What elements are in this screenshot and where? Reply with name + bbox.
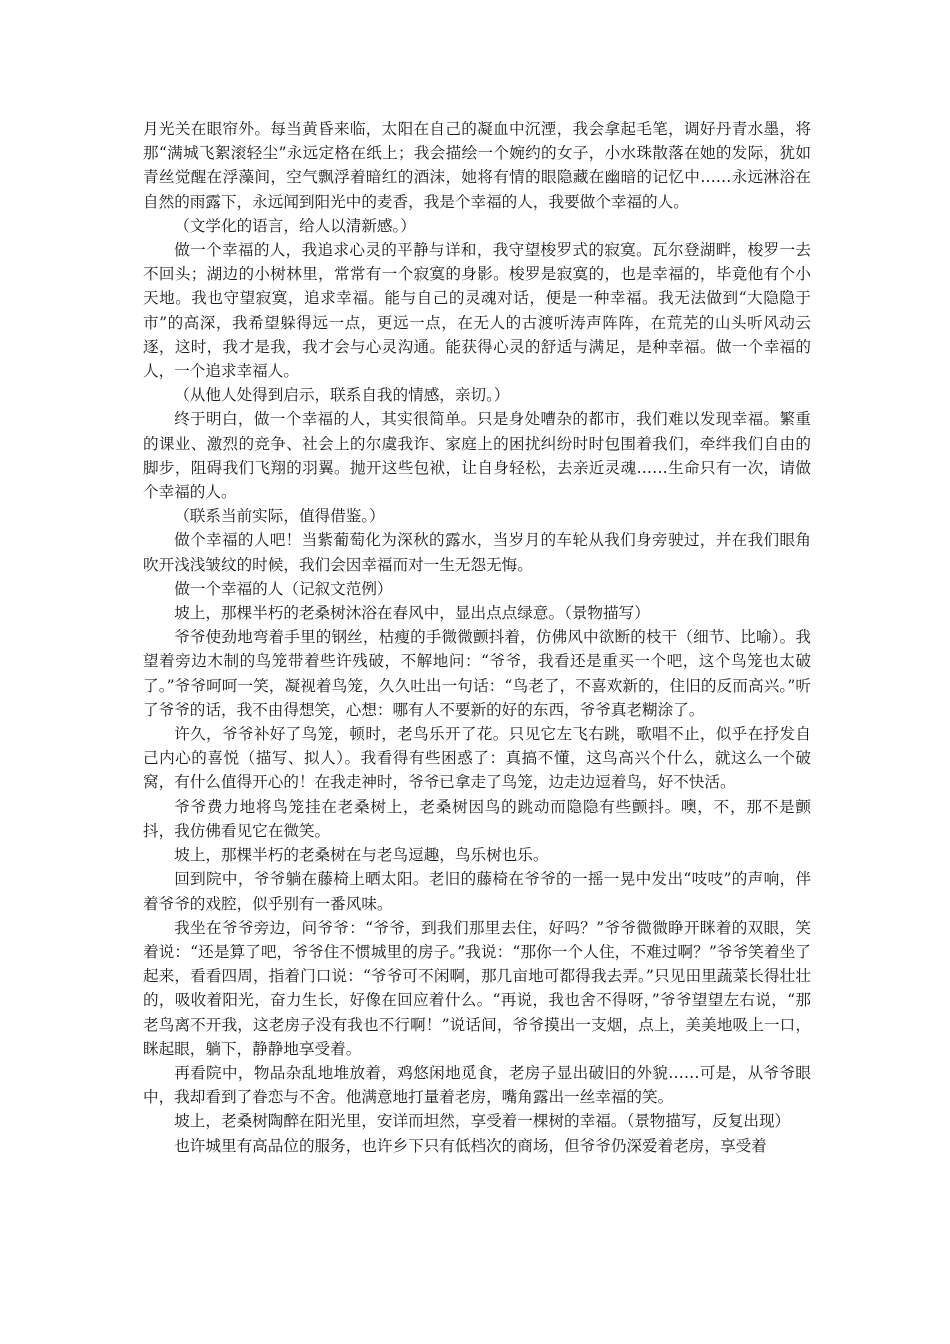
paragraph: 许久，爷爷补好了鸟笼，顿时，老鸟乐开了花。只见它左飞右跳，歌唱不止，似乎在抒发自己内心的喜悦（描写、拟人）。我看得有些困惑了：真搞不懂，这鸟高兴个什么，就这么一个破窝，有什么值得开心的！在我走神时，爷爷已拿走了鸟笼，边走边逗着鸟，好不快活。 <box>143 725 811 792</box>
paragraph: 终于明白，做一个幸福的人，其实很简单。只是身处嘈杂的都市，我们难以发现幸福。繁重的课业、激烈的竞争、社会上的尔虞我诈、家庭上的困扰纠纷时时包围着我们，牵绊我们自由的脚步，阻碍我们飞翔的羽翼。抛开这些包袱，让自身轻松，去亲近灵魂……生命只有一次，请做个幸福的人。 <box>143 410 811 502</box>
paragraph-comment: （文学化的语言，给人以清新感。） <box>174 216 416 235</box>
paragraph: 爷爷费力地将鸟笼挂在老桑树上，老桑树因鸟的跳动而隐隐有些颤抖。噢，不，那不是颤抖，我仿佛看见它在微笑。 <box>143 797 811 840</box>
paragraph: 回到院中，爷爷躺在藤椅上晒太阳。老旧的藤椅在爷爷的一摇一晃中发出“吱吱”的声响，伴着爷爷的戏腔，似乎别有一番风味。 <box>143 870 811 913</box>
paragraph: 坡上，那棵半朽的老桑树沐浴在春风中，显出点点绿意。（景物描写） <box>174 604 650 623</box>
paragraph: 做个幸福的人吧！当紫葡萄化为深秋的露水，当岁月的车轮从我们身旁驶过，并在我们眼角吹开浅浅皱纹的时候，我们会因幸福而对一生无怨无悔。 <box>143 531 811 574</box>
paragraph: 坡上，老桑树陶醉在阳光里，安详而坦然，享受着一棵树的幸福。（景物描写，反复出现） <box>174 1112 791 1131</box>
paragraph-comment: （从他人处得到启示，联系自我的情感，亲切。） <box>174 386 510 405</box>
paragraph: 月光关在眼帘外。每当黄昏来临，太阳在自己的凝血中沉湮，我会拿起毛笔，调好丹青水墨，将那“满城飞絮滚轻尘”永远定格在纸上；我会描绘一个婉约的女子，小水珠散落在她的发际，犹如青丝觉醒在浮藻间，空气飘浮着暗红的酒沫，她将有情的眼隐藏在幽暗的记忆中……永远淋浴在自然的雨露下，永远闻到阳光中的麦香，我是个幸福的人，我要做个幸福的人。 <box>143 120 811 211</box>
paragraph: 爷爷使劲地弯着手里的钢丝，枯瘦的手微微颤抖着，仿佛风中欲断的枝干（细节、比喻）。我望着旁边木制的鸟笼带着些许残破，不解地问：“爷爷，我看还是重买一个吧，这个鸟笼也太破了。”爷爷呵呵一笑，凝视着鸟笼，久久吐出一句话：“鸟老了，不喜欢新的，住旧的反而高兴。”听了爷爷的话，我不由得想笑，心想：哪有人不要新的好的东西，爷爷真老糊涂了。 <box>143 628 811 719</box>
section-heading: 做一个幸福的人（记叙文范例） <box>174 579 393 598</box>
paragraph: 坡上，那棵半朽的老桑树在与老鸟逗趣，鸟乐树也乐。 <box>174 846 549 865</box>
paragraph: 也许城里有高品位的服务，也许乡下只有低档次的商场，但爷爷仍深爱着老房，享受着 <box>174 1136 767 1155</box>
paragraph: 再看院中，物品杂乱地堆放着，鸡悠闲地觅食，老房子显出破旧的外貌……可是，从爷爷眼中，我却看到了眷恋与不舍。他满意地打量着老房，嘴角露出一丝幸福的笑。 <box>143 1063 811 1107</box>
paragraph: 我坐在爷爷旁边，问爷爷：“爷爷，到我们那里去住，好吗？”爷爷微微睁开眯着的双眼，笑着说：“还是算了吧，爷爷住不惯城里的房子。”我说：“那你一个人住，不难过啊？”爷爷笑着坐了起来，看看四周，指着门口说：“爷爷可不闲啊，那几亩地可都得我去弄。”只见田里蔬菜长得壮壮的，吸收着阳光，奋力生长，好像在回应着什么。“再说，我也舍不得呀，”爷爷望望左右说，“那老鸟离不开我，这老房子没有我也不行啊！”说话间，爷爷摸出一支烟，点上，美美地吸上一口，眯起眼，躺下，静静地享受着。 <box>143 918 811 1058</box>
document-body <box>143 117 811 1158</box>
paragraph-comment: （联系当前实际，值得借鉴。） <box>174 507 385 526</box>
paragraph: 做一个幸福的人，我追求心灵的平静与详和，我守望梭罗式的寂寞。瓦尔登湖畔，梭罗一去不回头；湖边的小树林里，常常有一个寂寞的身影。梭罗是寂寞的，也是幸福的，毕竟他有个小天地。我也守望寂寞，追求幸福。能与自己的灵魂对话，便是一种幸福。我无法做到“大隐隐于市”的高深，我希望躲得远一点，更远一点，在无人的古渡听涛声阵阵，在荒芜的山头听风动云逐，这时，我才是我，我才会与心灵沟通。能获得心灵的舒适与满足，是种幸福。做一个幸福的人，一个追求幸福人。 <box>143 241 811 381</box>
